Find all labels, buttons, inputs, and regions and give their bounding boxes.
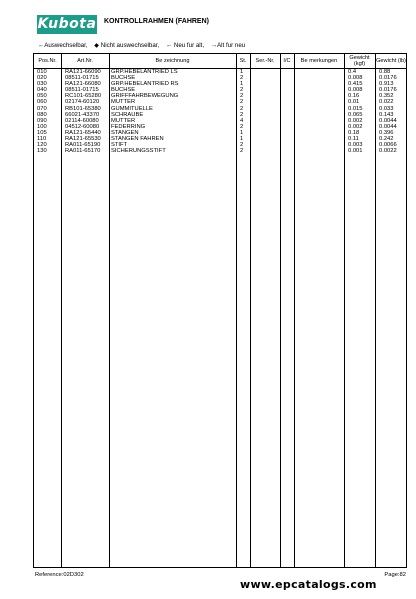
quantity-cell: 2: [240, 105, 244, 112]
quantity-cell: 1: [240, 69, 244, 75]
weight-kgf-cell: 0.008: [348, 87, 363, 94]
weight-lb-cell: 0.0176: [379, 75, 397, 82]
legend-item-interchangeable: ←Auswechselbar,: [38, 42, 88, 49]
weight-kgf-cell: 0.16: [348, 93, 360, 100]
art-nr-cell: 08511-01715: [65, 87, 99, 94]
page-number: Page:82: [384, 572, 406, 578]
art-nr-cell: 66021-43370: [65, 111, 100, 118]
weight-kgf-cell: 0.002: [348, 117, 363, 124]
pos-nr-cell: 010: [37, 69, 47, 75]
art-nr-cell: RA121-65530: [65, 136, 101, 143]
watermark: www.epcatalogs.com: [240, 578, 377, 591]
pos-nr-cell: 060: [37, 99, 47, 106]
legend-item-old-for-new: →Alt fur neu: [210, 42, 246, 49]
header-gewicht-lb: Gewicht (lb): [376, 58, 406, 64]
quantity-cell: 2: [240, 123, 244, 130]
weight-lb-cell: 0.0176: [379, 87, 397, 94]
weight-lb-cell: 0.033: [379, 105, 394, 112]
kubota-logo: Kubota: [37, 16, 97, 32]
art-nr-cell: RA011-65170: [65, 148, 101, 155]
table-row: [34, 148, 406, 154]
header-bezeichnung: Be zeichnung: [155, 58, 190, 64]
bezeichnung-cell: BUCHSE: [111, 75, 136, 82]
pos-nr-cell: 120: [37, 142, 47, 149]
art-nr-cell: 02114-60080: [65, 117, 99, 124]
bezeichnung-cell: SCHRAUBE: [111, 111, 144, 118]
bezeichnung-cell: BUCHSE: [111, 87, 136, 94]
bezeichnung-cell: GRP.HEBELANTRIED LS: [111, 69, 178, 75]
pos-nr-cell: 050: [37, 93, 47, 100]
weight-lb-cell: 0.396: [379, 129, 394, 136]
quantity-cell: 1: [240, 129, 244, 136]
bezeichnung-cell: STANGEN: [111, 129, 139, 136]
pos-nr-cell: 105: [37, 129, 47, 136]
weight-lb-cell: 0.022: [379, 99, 394, 106]
bezeichnung-cell: GUMMITUELLE: [111, 105, 153, 112]
bezeichnung-cell: GRP.HEBELANTRIED RS: [111, 81, 179, 88]
weight-kgf-cell: 0.002: [348, 123, 363, 130]
pos-nr-cell: 090: [37, 117, 47, 124]
bezeichnung-cell: GRIFFFAHRBEWEGUNG: [111, 93, 179, 100]
parts-table: [33, 53, 407, 568]
bezeichnung-cell: STANGEN FAHREN: [111, 136, 164, 143]
art-nr-cell: RA121-66090: [65, 69, 101, 75]
header-ic: I/C: [283, 58, 291, 64]
quantity-cell: 2: [240, 99, 244, 106]
legend-item-new-for-old: ← Neu fur alt,: [165, 42, 205, 49]
header-pos-nr: Pos.Nr.: [38, 58, 57, 64]
weight-lb-cell: 0.352: [379, 93, 394, 100]
art-nr-cell: RA121-66080: [65, 81, 101, 88]
weight-lb-cell: 0.913: [379, 81, 394, 88]
art-nr-cell: RA011-65190: [65, 142, 101, 149]
weight-kgf-cell: 0.003: [348, 142, 363, 149]
quantity-cell: 1: [240, 136, 244, 143]
weight-lb-cell: 0.0044: [379, 117, 397, 124]
table-body: [34, 69, 406, 154]
bezeichnung-cell: MUTTER: [111, 117, 136, 124]
weight-lb-cell: 0.143: [379, 111, 394, 118]
header-art-nr: Art.Nr.: [77, 58, 93, 64]
pos-nr-cell: 070: [37, 105, 47, 112]
page-title: KONTROLLRAHMEN (FAHREN): [104, 18, 209, 25]
quantity-cell: 2: [240, 93, 244, 100]
weight-kgf-cell: 0.008: [348, 75, 363, 82]
pos-nr-cell: 100: [37, 123, 47, 130]
header-gewicht-kgf: Gewicht (kgf): [349, 55, 370, 67]
header-st: St.: [239, 58, 247, 64]
quantity-cell: 2: [240, 75, 244, 82]
quantity-cell: 1: [240, 81, 244, 88]
pos-nr-cell: 130: [37, 148, 47, 155]
art-nr-cell: 08511-01715: [65, 75, 99, 82]
legend-item-not-interchangeable: ◆ Nicht auswechselbar,: [94, 42, 160, 49]
quantity-cell: 4: [240, 117, 244, 124]
weight-kgf-cell: 0.4: [348, 69, 357, 75]
weight-kgf-cell: 0.065: [348, 111, 363, 118]
art-nr-cell: RA121-65440: [65, 129, 101, 136]
weight-kgf-cell: 0.015: [348, 105, 363, 112]
weight-lb-cell: 0.0066: [379, 142, 397, 149]
quantity-cell: 2: [240, 148, 244, 155]
header-bemerkungen: Be merkungen: [300, 58, 338, 64]
bezeichnung-cell: MUTTER: [111, 99, 136, 106]
bezeichnung-cell: FEDERRING: [111, 123, 146, 130]
quantity-cell: 2: [240, 142, 244, 149]
bezeichnung-cell: SICHERUNGSSTIFT: [111, 148, 166, 155]
weight-kgf-cell: 0.18: [348, 129, 360, 136]
art-nr-cell: 02174-60120: [65, 99, 100, 106]
art-nr-cell: RB101-65380: [65, 105, 101, 112]
weight-kgf-cell: 0.415: [348, 81, 363, 88]
weight-kgf-cell: 0.001: [348, 148, 363, 155]
quantity-cell: 2: [240, 111, 244, 118]
weight-lb-cell: 0.88: [379, 69, 391, 75]
reference-label: Reference:02D302: [35, 572, 84, 578]
weight-kgf-cell: 0.01: [348, 99, 360, 106]
legend: [38, 42, 250, 49]
weight-lb-cell: 0.242: [379, 136, 394, 143]
pos-nr-cell: 110: [37, 136, 47, 143]
header-ser-nr: Ser.-Nr.: [255, 58, 275, 64]
pos-nr-cell: 030: [37, 81, 47, 88]
pos-nr-cell: 080: [37, 111, 47, 118]
weight-lb-cell: 0.0044: [379, 123, 397, 130]
bezeichnung-cell: STIFT: [111, 142, 128, 149]
pos-nr-cell: 040: [37, 87, 47, 94]
weight-kgf-cell: 0.11: [348, 136, 359, 143]
art-nr-cell: 04512-60080: [65, 123, 100, 130]
pos-nr-cell: 020: [37, 75, 47, 82]
art-nr-cell: RC101-65280: [65, 93, 102, 100]
weight-lb-cell: 0.0022: [379, 148, 397, 155]
quantity-cell: 2: [240, 87, 244, 94]
